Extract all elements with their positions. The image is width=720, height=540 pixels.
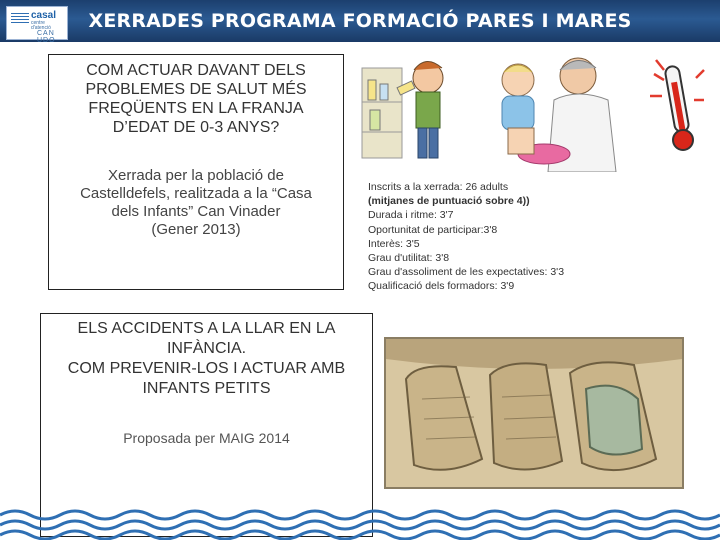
children-health-illustration bbox=[358, 50, 624, 172]
talk2-box bbox=[40, 313, 373, 537]
stat-line: Interès: 3'5 bbox=[368, 237, 420, 250]
talk2-subtitle: Proposada per MAIG 2014 bbox=[123, 430, 290, 446]
talk1-subtitle-line: (Gener 2013) bbox=[151, 221, 241, 238]
evaluation-stats bbox=[368, 180, 668, 294]
logo-text: casal bbox=[31, 10, 57, 21]
car-seat-photo bbox=[384, 337, 684, 489]
talk1-subtitle-line: Xerrada per la població de bbox=[108, 167, 284, 184]
stat-line: Grau d'utilitat: 3'8 bbox=[368, 252, 450, 265]
talk2-title-line: COM PREVENIR-LOS I ACTUAR AMB bbox=[67, 360, 346, 377]
talk1-subtitle-line: dels Infants” Can Vinader bbox=[111, 203, 281, 220]
talk1-title bbox=[49, 61, 343, 137]
stat-line: Qualificació dels formadors: 3'9 bbox=[368, 280, 515, 293]
talk1-title-line: FREQÜENTS EN LA FRANJA bbox=[88, 100, 304, 117]
stat-line: Grau d'assoliment de les expectatives: 3'3 bbox=[368, 266, 565, 279]
talk1-subtitle bbox=[49, 167, 343, 239]
talk1-title-line: D’EDAT DE 0-3 ANYS? bbox=[112, 119, 280, 136]
talk2-title bbox=[41, 319, 372, 399]
talk2-title-line: INFANTS PETITS bbox=[142, 380, 271, 397]
talk1-title-line: COM ACTUAR DAVANT DELS bbox=[86, 62, 306, 79]
stat-line: Inscrits a la xerrada: 26 adults bbox=[368, 181, 509, 193]
talk2-title-line: INFÀNCIA. bbox=[166, 340, 247, 357]
thermometer-illustration bbox=[646, 56, 706, 156]
stat-line: Oportunitat de participar:3'8 bbox=[368, 223, 498, 236]
talk1-box bbox=[48, 54, 344, 290]
logo-bottom-text: CAN UDO bbox=[37, 30, 56, 44]
talk1-title-line: PROBLEMES DE SALUT MÉS bbox=[85, 81, 307, 98]
talk2-title-line: ELS ACCIDENTS A LA LLAR EN LA bbox=[77, 320, 336, 337]
stat-line: Durada i ritme: 3'7 bbox=[368, 209, 454, 222]
wave-decoration bbox=[0, 505, 720, 540]
page-title: XERRADES PROGRAMA FORMACIÓ PARES I MARES bbox=[88, 10, 632, 32]
logo-subtext: centre d'atenció bbox=[31, 20, 51, 31]
talk1-subtitle-line: Castelldefels, realitzada a la “Casa bbox=[80, 185, 312, 202]
header-bar bbox=[0, 0, 720, 42]
stat-line: (mitjanes de puntuació sobre 4)) bbox=[368, 195, 530, 208]
